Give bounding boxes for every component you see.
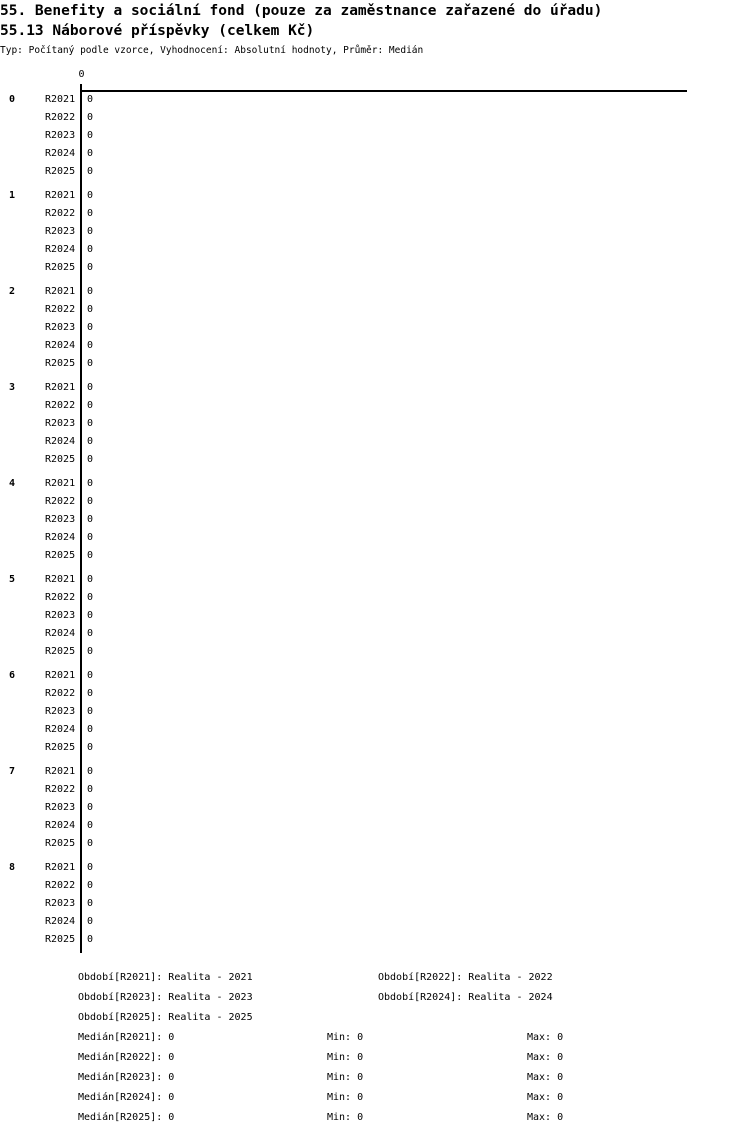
value-label: 0: [87, 742, 94, 753]
chart-row: [0, 207, 750, 221]
period-label: R2022: [45, 880, 76, 891]
period-label: R2024: [45, 244, 76, 255]
period-label: R2021: [45, 286, 76, 297]
period-label: R2022: [45, 592, 76, 603]
chart-row: [0, 165, 750, 179]
value-label: 0: [87, 244, 94, 255]
period-label: R2025: [45, 646, 76, 657]
value-label: 0: [87, 382, 94, 393]
value-label: 0: [87, 628, 94, 639]
value-label: 0: [87, 670, 94, 681]
period-label: R2024: [45, 436, 76, 447]
max-stat: Max: 0: [527, 1032, 564, 1043]
value-label: 0: [87, 190, 94, 201]
period-label: R2025: [45, 550, 76, 561]
period-label: R2021: [45, 670, 76, 681]
chart-row: [0, 573, 750, 587]
period-label: R2021: [45, 766, 76, 777]
value-label: 0: [87, 148, 94, 159]
chart-row: [0, 549, 750, 563]
value-label: 0: [87, 478, 94, 489]
max-stat: Max: 0: [527, 1052, 564, 1063]
chart-row: [0, 801, 750, 815]
chart-row: [0, 285, 750, 299]
chart-row: [0, 399, 750, 413]
chart-row: [0, 783, 750, 797]
chart-row: [0, 531, 750, 545]
value-label: 0: [87, 322, 94, 333]
chart-row: [0, 453, 750, 467]
chart-row: [0, 705, 750, 719]
chart-row: [0, 417, 750, 431]
chart-row: [0, 723, 750, 737]
value-label: 0: [87, 94, 94, 105]
chart-row: [0, 915, 750, 929]
chart-row: [0, 495, 750, 509]
chart-row: [0, 303, 750, 317]
period-label: R2024: [45, 628, 76, 639]
period-label: R2021: [45, 862, 76, 873]
value-label: 0: [87, 802, 94, 813]
value-label: 0: [87, 340, 94, 351]
value-label: 0: [87, 646, 94, 657]
value-label: 0: [87, 286, 94, 297]
chart-row: [0, 93, 750, 107]
min-stat: Min: 0: [327, 1092, 364, 1103]
period-label: R2022: [45, 688, 76, 699]
period-label: R2024: [45, 820, 76, 831]
legend-item: Období[R2022]: Realita - 2022: [378, 972, 553, 983]
period-label: R2021: [45, 574, 76, 585]
value-label: 0: [87, 496, 94, 507]
chart-row: [0, 669, 750, 683]
value-label: 0: [87, 208, 94, 219]
value-label: 0: [87, 532, 94, 543]
value-label: 0: [87, 838, 94, 849]
period-label: R2024: [45, 532, 76, 543]
chart-row: [0, 765, 750, 779]
group-label: 4: [9, 478, 16, 489]
chart-row: [0, 513, 750, 527]
chart-row: [0, 687, 750, 701]
group-label: 7: [9, 766, 16, 777]
min-stat: Min: 0: [327, 1112, 364, 1123]
max-stat: Max: 0: [527, 1092, 564, 1103]
chart-row: [0, 897, 750, 911]
chart-row: [0, 435, 750, 449]
period-label: R2025: [45, 358, 76, 369]
group-label: 0: [9, 94, 16, 105]
chart-row: [0, 189, 750, 203]
value-label: 0: [87, 916, 94, 927]
period-label: R2023: [45, 130, 76, 141]
chart-row: [0, 339, 750, 353]
value-label: 0: [87, 784, 94, 795]
group-label: 8: [9, 862, 16, 873]
value-label: 0: [87, 880, 94, 891]
period-label: R2022: [45, 784, 76, 795]
group-label: 1: [9, 190, 16, 201]
value-label: 0: [87, 304, 94, 315]
value-label: 0: [87, 418, 94, 429]
chart-subtitle: 55.13 Náborové příspěvky (celkem Kč): [0, 23, 315, 39]
legend-item: Období[R2024]: Realita - 2024: [378, 992, 553, 1003]
median-stat: Medián[R2022]: 0: [78, 1052, 175, 1063]
value-label: 0: [87, 226, 94, 237]
chart-title: 55. Benefity a sociální fond (pouze za zaměstnance zařazené do úřadu): [0, 3, 603, 19]
chart-row: [0, 357, 750, 371]
value-label: 0: [87, 724, 94, 735]
group-label: 6: [9, 670, 16, 681]
median-stat: Medián[R2021]: 0: [78, 1032, 175, 1043]
period-label: R2024: [45, 724, 76, 735]
value-label: 0: [87, 514, 94, 525]
value-label: 0: [87, 820, 94, 831]
value-label: 0: [87, 610, 94, 621]
value-label: 0: [87, 934, 94, 945]
period-label: R2023: [45, 706, 76, 717]
period-label: R2022: [45, 496, 76, 507]
chart-row: [0, 147, 750, 161]
period-label: R2025: [45, 454, 76, 465]
value-label: 0: [87, 262, 94, 273]
chart-row: [0, 933, 750, 947]
value-label: 0: [87, 436, 94, 447]
period-label: R2021: [45, 190, 76, 201]
period-label: R2024: [45, 148, 76, 159]
x-axis-line: [80, 90, 687, 92]
period-label: R2025: [45, 838, 76, 849]
min-stat: Min: 0: [327, 1052, 364, 1063]
value-label: 0: [87, 166, 94, 177]
period-label: R2022: [45, 400, 76, 411]
period-label: R2023: [45, 610, 76, 621]
period-label: R2022: [45, 112, 76, 123]
value-label: 0: [87, 862, 94, 873]
chart-row: [0, 609, 750, 623]
period-label: R2021: [45, 382, 76, 393]
period-label: R2025: [45, 742, 76, 753]
chart-row: [0, 879, 750, 893]
period-label: R2023: [45, 226, 76, 237]
value-label: 0: [87, 574, 94, 585]
period-label: R2023: [45, 418, 76, 429]
median-stat: Medián[R2023]: 0: [78, 1072, 175, 1083]
period-label: R2023: [45, 322, 76, 333]
chart-row: [0, 591, 750, 605]
chart-row: [0, 477, 750, 491]
group-label: 3: [9, 382, 16, 393]
min-stat: Min: 0: [327, 1072, 364, 1083]
chart-row: [0, 381, 750, 395]
period-label: R2022: [45, 304, 76, 315]
value-label: 0: [87, 706, 94, 717]
median-stat: Medián[R2025]: 0: [78, 1112, 175, 1123]
chart-row: [0, 129, 750, 143]
period-label: R2024: [45, 340, 76, 351]
legend-item: Období[R2023]: Realita - 2023: [78, 992, 253, 1003]
value-label: 0: [87, 898, 94, 909]
chart-row: [0, 261, 750, 275]
chart-row: [0, 321, 750, 335]
chart-row: [0, 225, 750, 239]
max-stat: Max: 0: [527, 1112, 564, 1123]
value-label: 0: [87, 688, 94, 699]
value-label: 0: [87, 400, 94, 411]
value-label: 0: [87, 550, 94, 561]
chart-row: [0, 627, 750, 641]
period-label: R2021: [45, 478, 76, 489]
value-label: 0: [87, 454, 94, 465]
group-label: 2: [9, 286, 16, 297]
period-label: R2023: [45, 802, 76, 813]
chart-row: [0, 837, 750, 851]
chart-row: [0, 861, 750, 875]
period-label: R2021: [45, 94, 76, 105]
chart-row: [0, 741, 750, 755]
chart-row: [0, 645, 750, 659]
period-label: R2025: [45, 262, 76, 273]
x-axis-tick-label: 0: [78, 69, 85, 80]
chart-row: [0, 243, 750, 257]
period-label: R2023: [45, 898, 76, 909]
group-label: 5: [9, 574, 16, 585]
chart-meta-info: Typ: Počítaný podle vzorce, Vyhodnocení: Absolutní hodnoty, Průměr: Medián: [0, 45, 424, 56]
value-label: 0: [87, 358, 94, 369]
value-label: 0: [87, 766, 94, 777]
chart-row: [0, 819, 750, 833]
value-label: 0: [87, 130, 94, 141]
min-stat: Min: 0: [327, 1032, 364, 1043]
chart-row: [0, 111, 750, 125]
period-label: R2025: [45, 934, 76, 945]
period-label: R2024: [45, 916, 76, 927]
max-stat: Max: 0: [527, 1072, 564, 1083]
period-label: R2022: [45, 208, 76, 219]
legend-item: Období[R2025]: Realita - 2025: [78, 1012, 253, 1023]
value-label: 0: [87, 112, 94, 123]
period-label: R2025: [45, 166, 76, 177]
median-stat: Medián[R2024]: 0: [78, 1092, 175, 1103]
period-label: R2023: [45, 514, 76, 525]
value-label: 0: [87, 592, 94, 603]
legend-item: Období[R2021]: Realita - 2021: [78, 972, 253, 983]
